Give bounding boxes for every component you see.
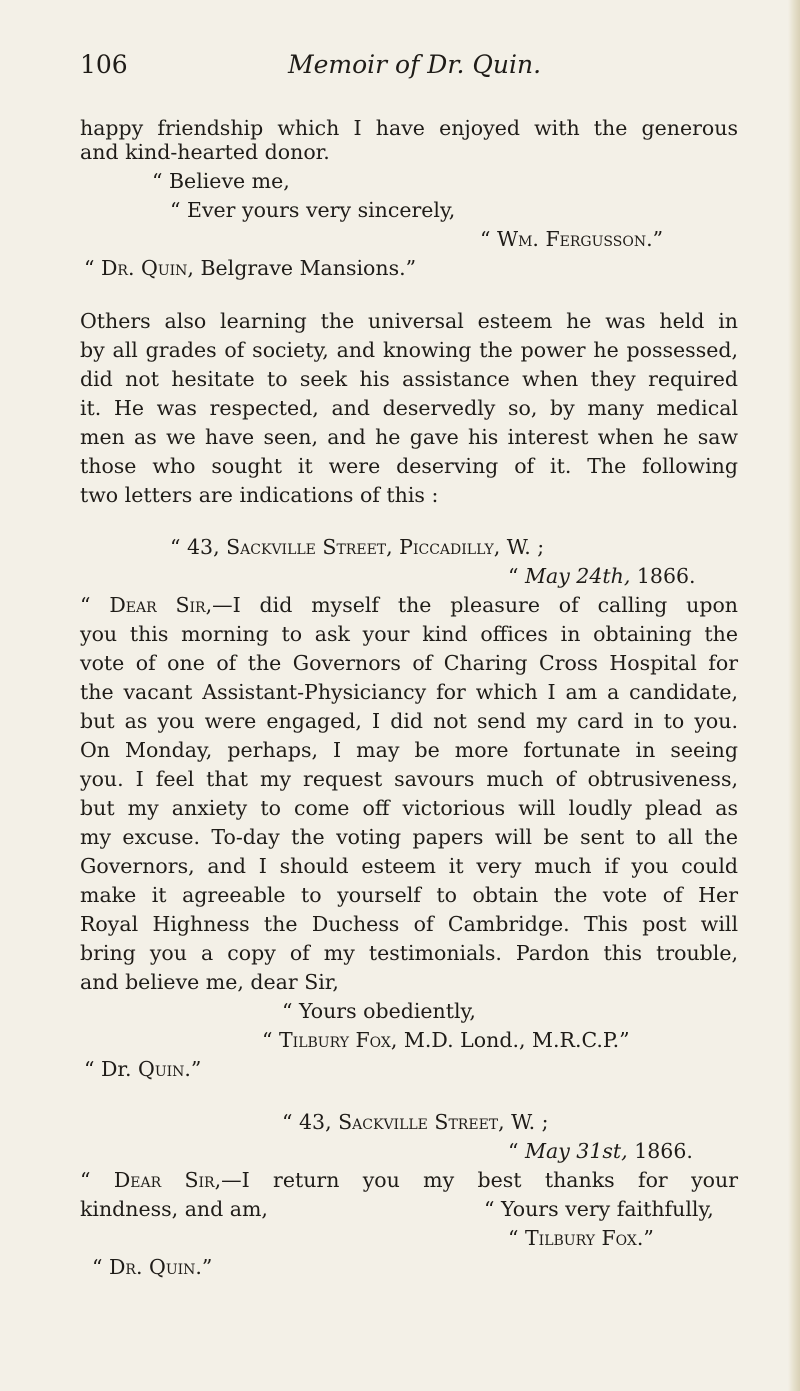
address-number: “ 43, <box>170 535 227 559</box>
letter-date <box>508 562 696 590</box>
date-day: May 24th, <box>525 564 631 588</box>
text-line: those who sought it were deserving of it. The following <box>80 454 738 478</box>
letter-addressee <box>84 254 416 282</box>
quote-mark: “ <box>262 1028 279 1052</box>
letter-addressee <box>84 1055 201 1083</box>
letter-address <box>170 533 544 561</box>
text-line: kindness, and am, <box>80 1197 268 1221</box>
letter-salutation <box>80 1166 738 1194</box>
letter-addressee <box>92 1253 212 1281</box>
letter-signature <box>480 225 663 253</box>
text-line: it. He was respected, and deservedly so, by many medical <box>80 396 738 420</box>
address-number: “ 43, <box>282 1110 339 1134</box>
quote-mark: “ <box>480 227 497 251</box>
text-line: vote of one of the Governors of Charing Cross Hospital for <box>80 651 738 675</box>
text-line: On Monday, perhaps, I may be more fortunate in seeing <box>80 738 738 762</box>
text-line: happy friendship which I have enjoyed with the generous <box>80 116 738 140</box>
addressee-title: “ Dr. <box>84 1057 139 1081</box>
address-tail: , W. ; <box>498 1110 549 1134</box>
address-rest: , Belgrave Mansions.” <box>187 256 417 280</box>
quote-mark: “ <box>80 1168 114 1192</box>
address-street: Sackville Street, Piccadilly <box>226 535 494 559</box>
addressee-name: Dr. Quin <box>101 256 188 280</box>
letter-address <box>282 1108 549 1136</box>
text-line: and kind-hearted donor. <box>80 140 330 164</box>
letter-closing: “ Ever yours very sincerely, <box>170 198 456 222</box>
letter-closing: “ Yours very faithfully, <box>484 1197 714 1221</box>
running-title: Memoir of Dr. Quin. <box>288 50 542 79</box>
quote-mark: “ <box>508 564 525 588</box>
text-line: and believe me, dear Sir, <box>80 970 339 994</box>
address-tail: , W. ; <box>493 535 545 559</box>
salutation: Dear Sir <box>109 593 206 617</box>
date-year: 1866. <box>630 564 696 588</box>
address-street: Sackville Street <box>338 1110 499 1134</box>
signature-name: Tilbury Fox <box>525 1226 637 1250</box>
quote-mark: .” <box>184 1057 202 1081</box>
date-day: May 31st, <box>525 1139 628 1163</box>
text-line: you this morning to ask your kind offices in obtaining the <box>80 622 738 646</box>
quote-mark: .” <box>195 1255 213 1279</box>
page-number: 106 <box>80 50 128 79</box>
date-year: 1866. <box>627 1139 693 1163</box>
letter-closing: “ Believe me, <box>152 169 290 193</box>
text-line: two letters are indications of this : <box>80 483 439 507</box>
text-line: but my anxiety to come off victorious will loudly plead as <box>80 796 738 820</box>
quote-mark: .” <box>636 1226 654 1250</box>
letter-signature <box>508 1224 654 1252</box>
text-line: but as you were engaged, I did not send my card in to you. <box>80 709 738 733</box>
quote-mark: “ <box>508 1139 525 1163</box>
text-line: Others also learning the universal esteem he was held in <box>80 309 738 333</box>
text-line: by all grades of society, and knowing the power he possessed, <box>80 338 738 362</box>
quote-mark: “ <box>84 256 101 280</box>
letter-signature <box>262 1026 630 1054</box>
text-line: the vacant Assistant-Physiciancy for which I am a candidate, <box>80 680 738 704</box>
text-line: Governors, and I should esteem it very much if you could <box>80 854 738 878</box>
text-line: make it agreeable to yourself to obtain the vote of Her <box>80 883 738 907</box>
text-run: ,—I did myself the pleasure of calling upon <box>205 593 738 617</box>
salutation: Dear Sir <box>113 1168 215 1192</box>
addressee-name: Dr. Quin <box>109 1255 196 1279</box>
page-header <box>80 50 740 86</box>
quote-mark: “ <box>80 593 110 617</box>
text-line: you. I feel that my request savours much of obtrusiveness, <box>80 767 738 791</box>
text-run: ,—I return you my best thanks for your <box>214 1168 738 1192</box>
text-line: Royal Highness the Duchess of Cambridge. This post will <box>80 912 738 936</box>
text-line: men as we have seen, and he gave his interest when he saw <box>80 425 738 449</box>
text-line: did not hesitate to seek his assistance when they required <box>80 367 738 391</box>
page-edge <box>788 0 800 1391</box>
quote-mark: “ <box>508 1226 525 1250</box>
text-line: my excuse. To-day the voting papers will be sent to all the <box>80 825 738 849</box>
letter-date <box>508 1137 693 1165</box>
signature-name: Tilbury Fox <box>279 1028 391 1052</box>
signature-credentials: , M.D. Lond., M.R.C.P.” <box>390 1028 630 1052</box>
letter-closing: “ Yours obediently, <box>282 999 476 1023</box>
addressee-name: Quin <box>138 1057 185 1081</box>
letter-salutation <box>80 591 738 619</box>
signature-name: Wm. Fergusson. <box>497 227 653 251</box>
quote-mark: “ <box>92 1255 109 1279</box>
text-line: bring you a copy of my testimonials. Pardon this trouble, <box>80 941 738 965</box>
quote-mark: ” <box>652 227 664 251</box>
